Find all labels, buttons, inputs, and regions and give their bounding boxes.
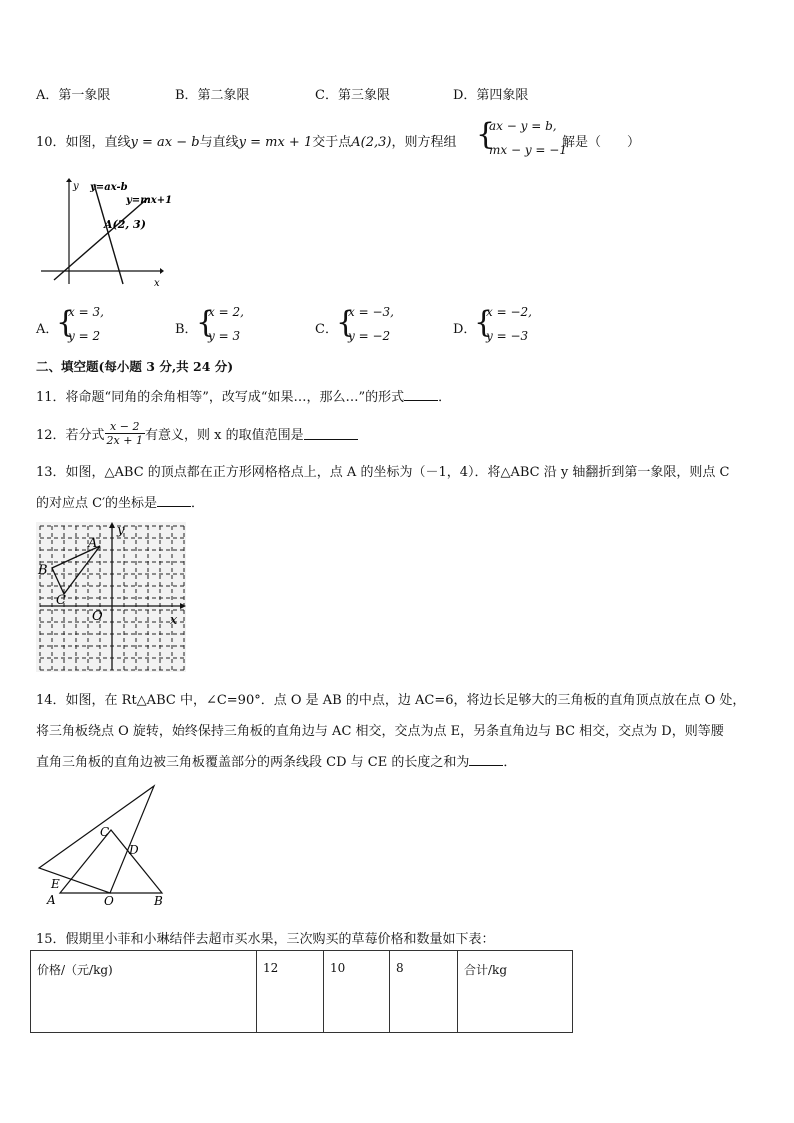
q14-end: ． [503,755,517,770]
q12-question [36,416,358,450]
section-heading: 二、填空题(每小题 3 分,共 24 分) [36,359,234,374]
q10-question [36,131,456,150]
q10-tail: 解是（ ） [562,135,641,150]
q10-x-label: x [154,278,160,289]
q10-line-axb [94,184,123,284]
q12-tail: 有意义，则 x 的取值范围是 [144,427,304,443]
q10-option-c-brace: { [336,305,356,340]
q10-text-1: 与直线 [199,135,239,150]
q15-cell-price-1: 12 [257,951,324,1033]
q10-option-a-brace: { [56,305,76,340]
q13-point-c: C [56,593,66,608]
q10-equation-1: y = ax − b [130,135,200,150]
q12-numerator: x − 2 [105,420,145,434]
q15-question: 15．假期里小菲和小琳结伴去超市买水果，三次购买的草莓价格和数量如下表： [36,932,495,947]
q12-fraction [105,420,145,447]
q13-point-a: A [88,536,98,551]
q11-text: 11．将命题“同角的余角相等”，改写成“如果…，那么…”的形式 [36,390,405,405]
q10-equation-2: y = mx + 1 [238,135,313,150]
q10-option-a-letter: A． [36,322,59,337]
q10-line1-label: y=ax-b [90,182,128,193]
q13-blank [157,494,191,507]
q10-option-c-letter: C． [315,322,338,337]
q10-option-b [208,300,244,348]
q10-line2-label: y=mx+1 [126,195,173,206]
q13-origin: O [92,609,103,624]
q10-option-d-brace: { [474,305,494,340]
q14-label-o: O [104,894,114,908]
q15-cell-total: 合计/kg [458,951,573,1033]
q13-line2-text: 的对应点 C′的坐标是 [36,496,158,511]
q13-point-b: B [38,563,48,578]
q11-end: ． [438,390,452,405]
q10-option-b-letter: B． [175,322,198,337]
table-row [31,951,573,1033]
q15-table [30,950,573,1033]
q12-lead: 12．若分式 [36,427,105,443]
q10-figure [36,176,173,289]
q14-blank [469,753,503,766]
q10-y-label: y [73,181,79,192]
q10-point-label: A(2, 3) [104,218,146,231]
q10-system-eq2: mx − y = −1 [489,143,567,157]
q14-label-b: B [154,894,163,908]
q10-lead: 10．如图，直线 [36,135,131,150]
q14-line2: 将三角板绕点 O 旋转，始终保持三角板的直角边与 AC 相交，交点为点 E，另条直角边与 BC 相交，交点为 D，则等腰 [36,724,724,739]
q10-option-c-x: x = −3, [348,305,394,319]
q15-cell-header: 价格/（元/kg) [31,951,257,1033]
q9-option-c: C．第三象限 [315,88,390,103]
q10-option-d-y: y = −3 [486,329,529,343]
q13-line2 [36,492,204,511]
q11-blank [404,388,438,401]
q10-system [489,114,567,162]
q14-label-d: D [129,843,139,857]
q10-option-b-x: x = 2, [208,305,244,319]
q15-cell-price-3: 8 [390,951,458,1033]
q12-blank [304,427,358,440]
q10-option-d-x: x = −2, [486,305,532,319]
q13-y-label: y [117,523,125,538]
q13-figure [36,522,186,672]
q10-option-d [486,300,532,348]
q10-option-b-y: y = 3 [208,329,241,343]
q14-label-a: A [47,893,56,907]
q14-label-e: E [51,877,60,891]
q14-line1: 14．如图，在 Rt△ABC 中，∠C=90°．点 O 是 AB 的中点，边 AC=6，将边长足够大的三角板的直角顶点放在点 O 处， [36,693,746,708]
q11-question [36,386,451,405]
q14-line3 [36,751,516,770]
q12-denominator: 2x + 1 [106,433,143,447]
q15-cell-price-2: 10 [324,951,390,1033]
q10-point: A(2,3) [351,135,392,150]
q10-option-c-y: y = −2 [348,329,391,343]
q9-option-b: B．第二象限 [175,88,250,103]
q9-option-a: A．第一象限 [36,88,111,103]
q13-x-label: x [170,613,178,628]
q13-line1: 13．如图，△ABC 的顶点都在正方形网格格点上，点 A 的坐标为（－1，4）．将△ABC 沿 y 轴翻折到第一象限，则点 C [36,465,730,480]
q14-figure [36,780,176,910]
q9-option-d: D．第四象限 [453,88,529,103]
q10-option-d-letter: D． [453,322,477,337]
q10-option-a-x: x = 3, [68,305,104,319]
q10-text-3: ，则方程组 [391,135,457,150]
q14-triangle-abc [60,830,162,893]
q10-system-brace: { [476,117,496,152]
q10-option-a-y: y = 2 [68,329,101,343]
q10-option-b-brace: { [196,305,216,340]
q14-label-c: C [100,825,110,839]
q10-option-c [348,300,394,348]
q10-text-2: 交于点 [312,135,352,150]
q14-line3-text: 直角三角板的直角边被三角板覆盖部分的两条线段 CD 与 CE 的长度之和为 [36,755,470,770]
q13-end: ． [191,496,205,511]
q10-option-a [68,300,104,348]
q10-system-eq1: ax − y = b, [489,119,557,133]
